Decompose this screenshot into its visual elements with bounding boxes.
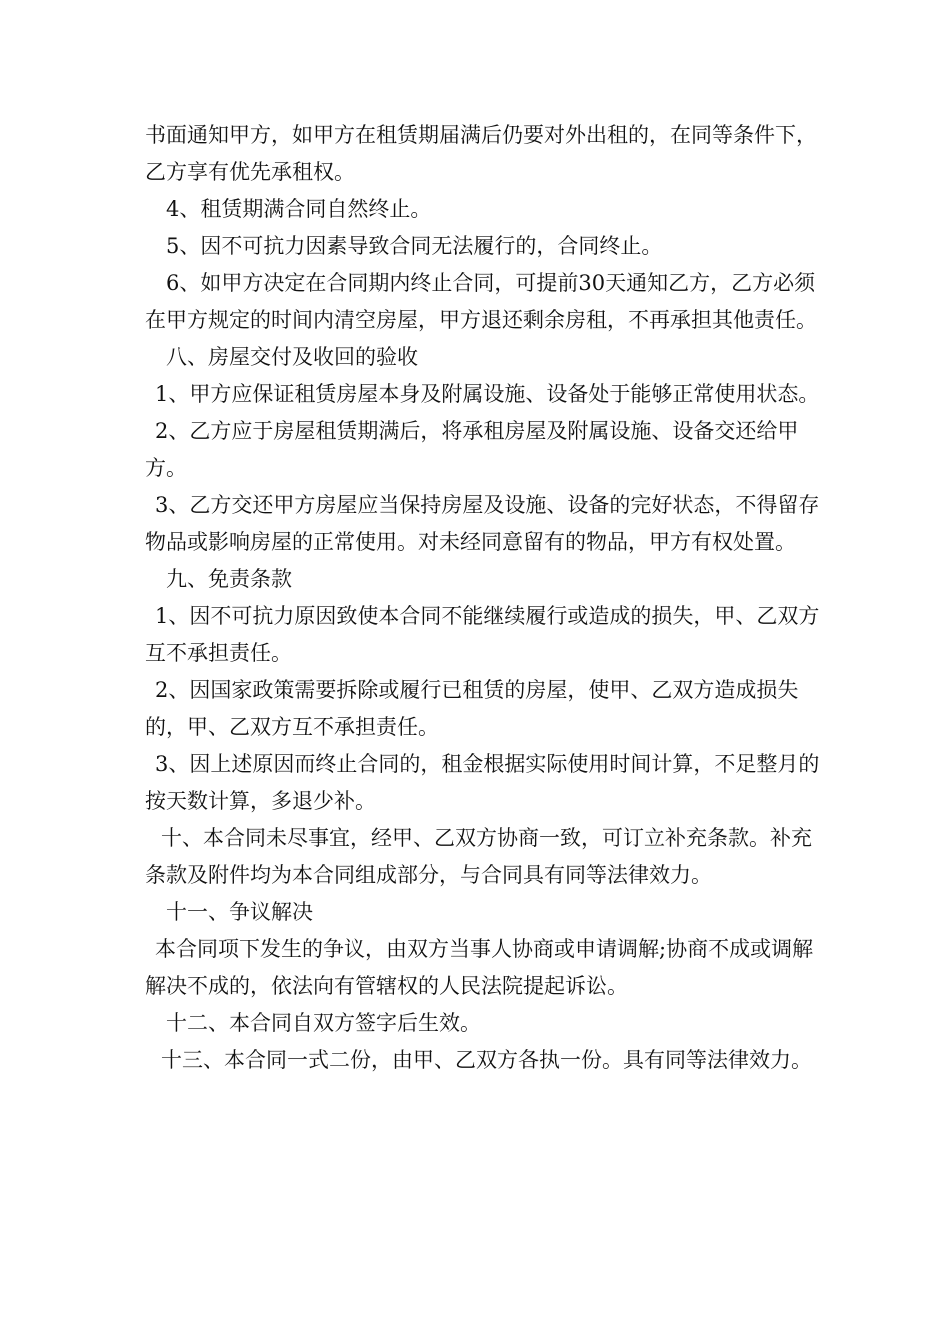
section-heading-11: 十一、争议解决 <box>166 900 313 924</box>
paragraph-clause-9-2: 2、因国家政策需要拆除或履行已租赁的房屋，使甲、乙双方造成损失的，甲、乙双方互不承担责任。 <box>145 678 799 739</box>
section-heading-9: 九、免责条款 <box>166 567 292 591</box>
paragraph-clause-7-4: 4、租赁期满合同自然终止。 <box>166 197 432 221</box>
document-page <box>145 117 821 1079</box>
paragraph-clause-7-5: 5、因不可抗力因素导致合同无法履行的，合同终止。 <box>166 234 663 258</box>
paragraph-clause-11-body: 本合同项下发生的争议，由双方当事人协商或申请调解;协商不成或调解解决不成的，依法向有管辖权的人民法院提起诉讼。 <box>145 937 814 998</box>
paragraph-clause-8-1: 1、甲方应保证租赁房屋本身及附属设施、设备处于能够正常使用状态。 <box>155 382 820 406</box>
paragraph-renewal-notice: 书面通知甲方，如甲方在租赁期届满后仍要对外出租的，在同等条件下，乙方享有优先承租权。 <box>145 123 817 184</box>
paragraph-clause-8-3: 3、乙方交还甲方房屋应当保持房屋及设施、设备的完好状态，不得留存物品或影响房屋的正常使用。对未经同意留有的物品，甲方有权处置。 <box>145 493 820 554</box>
section-clause-12: 十二、本合同自双方签字后生效。 <box>166 1011 481 1035</box>
paragraph-clause-9-3: 3、因上述原因而终止合同的，租金根据实际使用时间计算，不足整月的按天数计算，多退少补。 <box>145 752 820 813</box>
section-clause-10: 十、本合同未尽事宜，经甲、乙双方协商一致，可订立补充条款。补充条款及附件均为本合同组成部分，与合同具有同等法律效力。 <box>145 826 812 887</box>
paragraph-clause-9-1: 1、因不可抗力原因致使本合同不能继续履行或造成的损失，甲、乙双方互不承担责任。 <box>145 604 820 665</box>
section-clause-13: 十三、本合同一式二份，由甲、乙双方各执一份。具有同等法律效力。 <box>161 1048 812 1072</box>
paragraph-clause-7-6: 6、如甲方决定在合同期内终止合同，可提前30天通知乙方，乙方必须在甲方规定的时间内清空房屋，甲方退还剩余房租，不再承担其他责任。 <box>145 271 817 332</box>
section-heading-8: 八、房屋交付及收回的验收 <box>166 345 418 369</box>
paragraph-clause-8-2: 2、乙方应于房屋租赁期满后，将承租房屋及附属设施、设备交还给甲方。 <box>145 419 799 480</box>
